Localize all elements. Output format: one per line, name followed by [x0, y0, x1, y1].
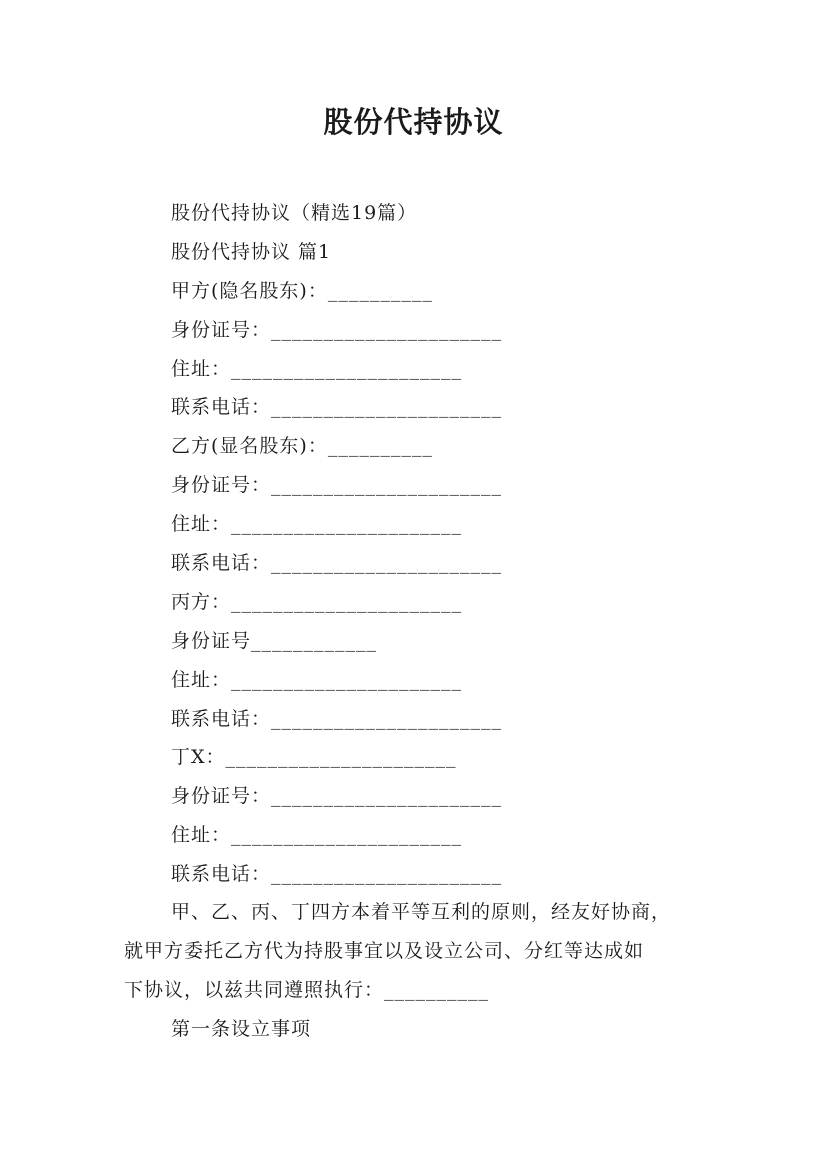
paragraph-line: 就甲方委托乙方代为持股事宜以及设立公司、分红等达成如: [124, 939, 645, 962]
document-title: 股份代持协议: [323, 105, 504, 139]
party-d-phone-line: 联系电话：______________________: [171, 863, 503, 886]
agreement-paragraph: [124, 893, 714, 1010]
party-c-address-line: 住址：______________________: [171, 668, 463, 691]
party-c-phone-line: 联系电话：______________________: [171, 707, 503, 730]
paragraph-line: 下协议，以兹共同遵照执行：__________: [124, 978, 490, 1001]
chapter-line: 股份代持协议 篇1: [171, 240, 332, 263]
party-a-id-line: 身份证号：______________________: [171, 318, 503, 341]
party-c-line: 丙方：______________________: [171, 590, 463, 613]
paragraph-line: 甲、乙、丙、丁四方本着平等互利的原则，经友好协商，: [171, 901, 672, 923]
party-c-id-line: 身份证号____________: [171, 629, 378, 652]
subtitle-line: 股份代持协议（精选19篇）: [171, 202, 418, 224]
party-info-list: [171, 194, 731, 894]
party-b-phone-line: 联系电话：______________________: [171, 552, 503, 575]
party-d-id-line: 身份证号：______________________: [171, 785, 503, 808]
party-b-id-line: 身份证号：______________________: [171, 474, 503, 497]
party-a-line: 甲方(隐名股东)：__________: [171, 279, 433, 302]
party-b-address-line: 住址：______________________: [171, 513, 463, 536]
section-heading: 第一条设立事项: [171, 1018, 312, 1040]
party-b-line: 乙方(显名股东)：__________: [171, 435, 433, 458]
party-d-line: 丁X：______________________: [171, 746, 457, 769]
party-a-phone-line: 联系电话：______________________: [171, 396, 503, 419]
party-a-address-line: 住址：______________________: [171, 357, 463, 380]
party-d-address-line: 住址：______________________: [171, 824, 463, 847]
